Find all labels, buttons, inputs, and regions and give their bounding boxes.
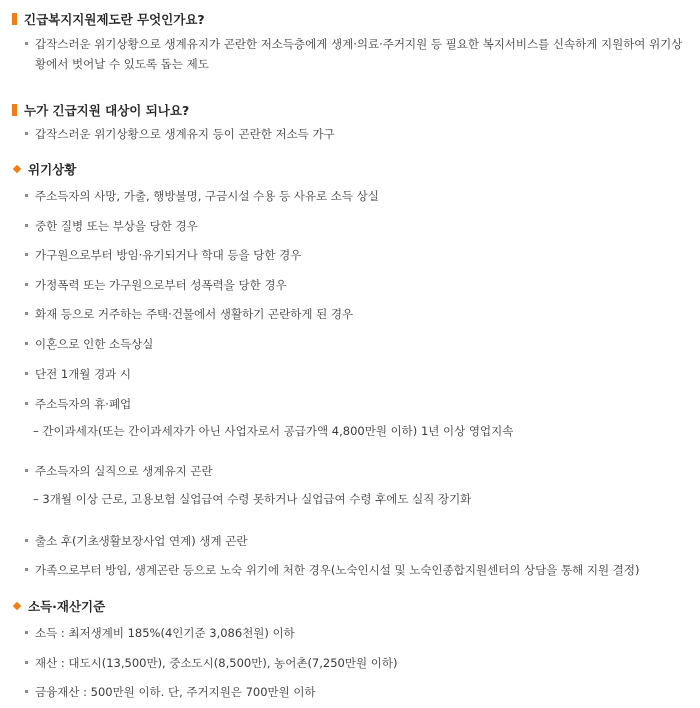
list-subitem: – 간이과세자(또는 간이과세자가 아닌 사업자로서 공급가액 4,800만원 이하) 1년 이상 영업지속 xyxy=(33,424,514,438)
gray-dot-icon xyxy=(25,372,28,375)
list-item: 주소득자의 실직으로 생계유지 곤란 xyxy=(25,463,213,479)
list-item: 갑작스러운 위기상황으로 생계유지가 곤란한 저소득층에게 생계·의료·주거지원 등 필요한 복지서비스를 신속하게 지원하여 위기상황에서 벗어날 수 있도록 돕는 제도 xyxy=(25,34,685,74)
gray-dot-icon xyxy=(25,42,28,45)
list-item: 출소 후(기초생활보장사업 연계) 생계 곤란 xyxy=(25,533,247,549)
list-item: 중한 질병 또는 부상을 당한 경우 xyxy=(25,218,198,234)
section-title-eligibility: 누가 긴급지원 대상이 되나요? xyxy=(12,101,189,119)
gray-dot-icon xyxy=(25,224,28,227)
list-item: 주소득자의 휴·폐업 xyxy=(25,396,131,412)
list-item: 주소득자의 사망, 가출, 행방불명, 구금시설 수용 등 사유로 소득 상실 xyxy=(25,188,379,204)
orange-diamond-icon xyxy=(13,602,21,610)
gray-dot-icon xyxy=(25,342,28,345)
list-item: 금융재산 : 500만원 이하. 단, 주거지원은 700만원 이하 xyxy=(25,684,316,700)
gray-dot-icon xyxy=(25,690,28,693)
gray-dot-icon xyxy=(25,283,28,286)
orange-square-icon xyxy=(12,13,17,25)
gray-dot-icon xyxy=(25,568,28,571)
orange-diamond-icon xyxy=(13,165,21,173)
list-item: 재산 : 대도시(13,500만), 중소도시(8,500만), 농어촌(7,250만원 이하) xyxy=(25,655,397,671)
list-item: 가구원으로부터 방임·유기되거나 학대 등을 당한 경우 xyxy=(25,247,301,263)
gray-dot-icon xyxy=(25,253,28,256)
gray-dot-icon xyxy=(25,469,28,472)
list-item: 가족으로부터 방임, 생계곤란 등으로 노숙 위기에 처한 경우(노숙인시설 및 노숙인종합지원센터의 상담을 통해 지원 결정) xyxy=(25,562,640,578)
list-item: 화재 등으로 거주하는 주택·건물에서 생활하기 곤란하게 된 경우 xyxy=(25,306,353,322)
orange-square-icon xyxy=(12,104,17,116)
list-item: 소득 : 최저생계비 185%(4인기준 3,086천원) 이하 xyxy=(25,625,295,641)
list-subitem: – 3개월 이상 근로, 고용보험 실업급여 수령 못하거나 실업급여 수령 후에도 실직 장기화 xyxy=(33,492,472,506)
gray-dot-icon xyxy=(25,194,28,197)
section-title-income-asset: 소득·재산기준 xyxy=(12,597,105,615)
gray-dot-icon xyxy=(25,312,28,315)
list-item: 가정폭력 또는 가구원으로부터 성폭력을 당한 경우 xyxy=(25,277,287,293)
gray-dot-icon xyxy=(25,132,28,135)
gray-dot-icon xyxy=(25,402,28,405)
section-title-crisis: 위기상황 xyxy=(12,160,76,178)
gray-dot-icon xyxy=(25,631,28,634)
list-item: 이혼으로 인한 소득상실 xyxy=(25,336,153,352)
gray-dot-icon xyxy=(25,539,28,542)
list-item: 단전 1개월 경과 시 xyxy=(25,366,131,382)
gray-dot-icon xyxy=(25,661,28,664)
list-item: 갑작스러운 위기상황으로 생계유지 등이 곤란한 저소득 가구 xyxy=(25,126,335,142)
section-title-what-is: 긴급복지지원제도란 무엇인가요? xyxy=(12,10,205,28)
